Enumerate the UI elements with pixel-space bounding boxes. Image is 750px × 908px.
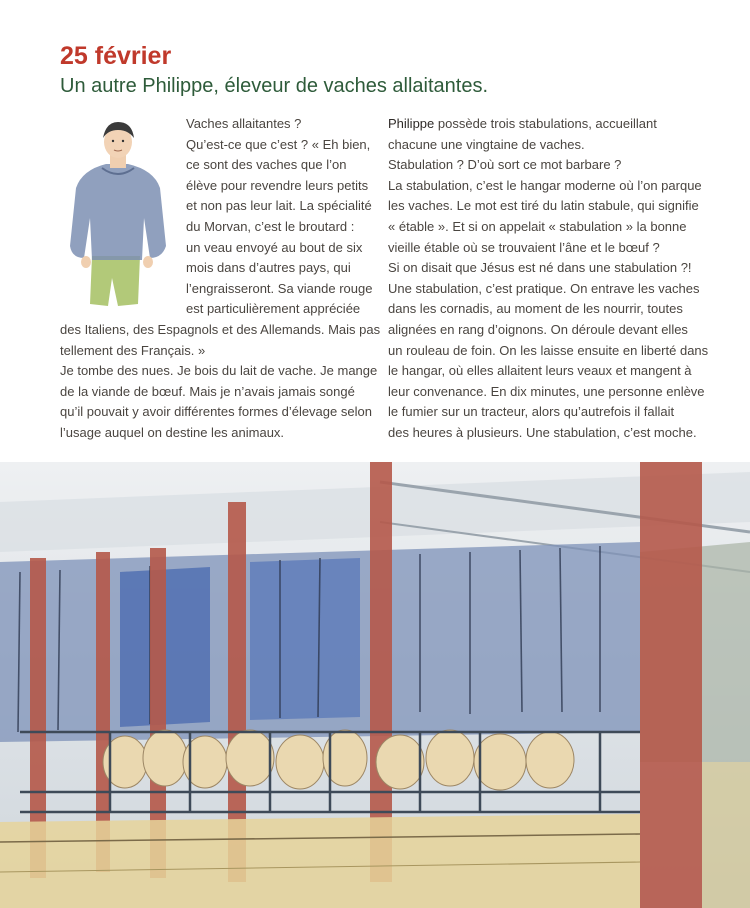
- text-line: Qu’est-ce que c’est ? « Eh bien,: [186, 136, 371, 152]
- text-line: et non pas leur lait. La spécialité: [186, 198, 372, 214]
- text-line: alignées en rang d’oignons. On déroule devant elles: [388, 321, 688, 337]
- text-line: La stabulation, c’est le hangar moderne où l’on parque: [388, 177, 702, 193]
- text-line: vieille étable où se trouvaient l’âne et le bœuf ?: [388, 239, 660, 255]
- text-line: chacune une vingtaine de vaches.: [388, 136, 585, 152]
- text-line: dans les cornadis, au moment de les nourrir, toutes: [388, 301, 683, 317]
- page-subtitle: Un autre Philippe, éleveur de vaches allaitantes.: [60, 75, 489, 97]
- left-text-column: [60, 114, 381, 444]
- text-line: l’engraisseront. Sa viande rouge: [186, 280, 373, 296]
- text-line: élève pour revendre leurs petits: [186, 177, 369, 193]
- text-line: mois dans d’autres pays, qui: [186, 260, 351, 276]
- text-line: qu’il pouvait y avoir différentes formes d’élevage selon: [60, 404, 372, 420]
- text-line: leur convenance. En dix minutes, une personne enlève: [388, 383, 705, 399]
- right-text-column: [388, 114, 708, 444]
- text-line: est particulièrement appréciée: [186, 301, 361, 317]
- text-line: l’usage auquel on destine les animaux.: [60, 424, 285, 440]
- text-line: ce sont des vaches que l’on: [186, 157, 347, 173]
- text-line: Si on disait que Jésus est né dans une stabulation ?!: [388, 260, 692, 276]
- text-line: des Italiens, des Espagnols et des Allemands. Mais pas: [60, 321, 381, 337]
- text-line: « étable ». Et si on appelait « stabulation » la bonne: [388, 218, 687, 234]
- text-line: du Morvan, c’est le broutard :: [186, 218, 355, 234]
- stabulation-illustration: [0, 462, 750, 908]
- text-line: un rouleau de foin. On les laisse ensuite en liberté dans: [388, 342, 709, 358]
- text-line: Une stabulation, c’est pratique. On entrave les vaches: [388, 280, 700, 296]
- text-line: de la viande de bœuf. Mais je n’avais jamais songé: [60, 383, 355, 399]
- text-line: le fumier sur un tracteur, alors qu’autrefois il fallait: [388, 404, 675, 420]
- text-line: un veau envoyé au bout de six: [186, 239, 363, 255]
- text-line: le hangar, où elles allaitent leurs veaux et mangent à: [388, 363, 692, 379]
- text-line: Vaches allaitantes ?: [186, 116, 302, 131]
- text-line: tellement des Français. »: [60, 342, 206, 358]
- page-date: 25 février: [60, 42, 172, 70]
- text-line: Je tombe des nues. Je bois du lait de vache. Je mange: [60, 363, 378, 379]
- text-fragment: possède trois stabulations, accueillant: [434, 116, 657, 131]
- text-line: des heures à plusieurs. Une stabulation, c’est moche.: [388, 424, 697, 440]
- text-line: Stabulation ? D’où sort ce mot barbare ?: [388, 157, 622, 173]
- person-name: Philippe: [388, 116, 435, 131]
- text-line: les vaches. Le mot est tiré du latin stabule, qui signifie: [388, 198, 699, 214]
- text-line: [388, 114, 708, 135]
